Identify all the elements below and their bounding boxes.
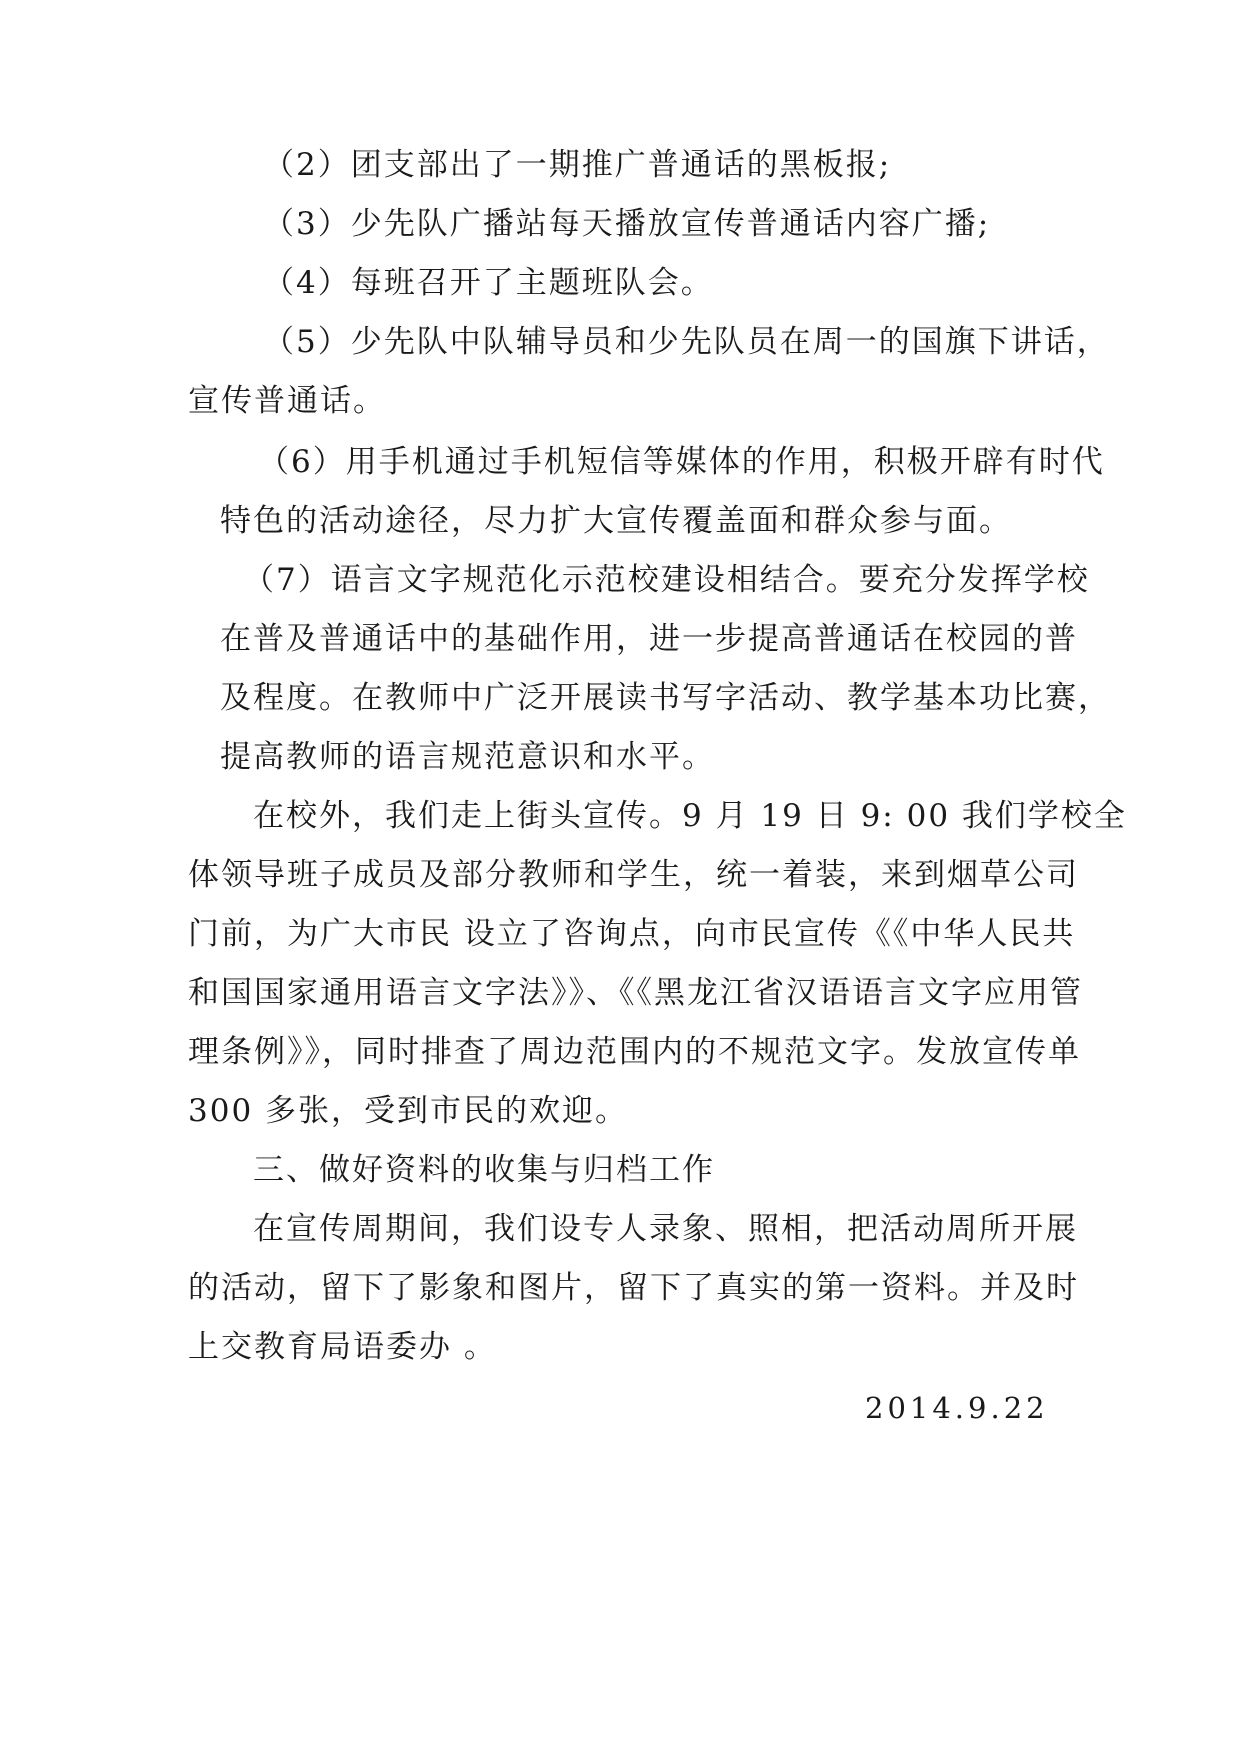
outside-paragraph-line-4: 和国国家通用语言文字法》》、《《黑龙江省汉语语言文字应用管 — [188, 975, 1083, 1011]
list-item-5: （5）少先队中队辅导员和少先队员在周一的国旗下讲话， — [263, 324, 1110, 360]
list-item-7-cont-2: 及程度。在教师中广泛开展读书写字活动、教学基本功比赛， — [220, 680, 1111, 716]
list-item-7-cont-3: 提高教师的语言规范意识和水平。 — [220, 739, 715, 775]
list-item-6: （6）用手机通过手机短信等媒体的作用，积极开辟有时代 — [258, 444, 1105, 480]
list-item-3: （3）少先队广播站每天播放宣传普通话内容广播; — [263, 206, 991, 242]
section-heading: 三、做好资料的收集与归档工作 — [253, 1152, 715, 1188]
document-date: 2014.9.22 — [865, 1391, 1049, 1425]
outside-paragraph-line-1: 在校外，我们走上街头宣传。9 月 19 日 9: 00 我们学校全 — [253, 798, 1127, 834]
list-item-2: （2）团支部出了一期推广普通话的黑板报; — [263, 147, 892, 183]
list-item-7: （7）语言文字规范化示范校建设相结合。要充分发挥学校 — [243, 562, 1090, 598]
list-item-5-cont: 宣传普通话。 — [188, 383, 386, 419]
outside-paragraph-line-3: 门前，为广大市民 设立了咨询点，向市民宣传《《中华人民共 — [188, 916, 1076, 952]
list-item-4: （4）每班召开了主题班队会。 — [263, 265, 714, 301]
archive-paragraph-line-3: 上交教育局语委办 。 — [188, 1329, 497, 1365]
outside-paragraph-line-2: 体领导班子成员及部分教师和学生，统一着装，来到烟草公司 — [188, 857, 1079, 893]
outside-paragraph-line-6: 300 多张，受到市民的欢迎。 — [188, 1093, 629, 1129]
outside-paragraph-line-5: 理条例》》，同时排查了周边范围内的不规范文字。发放宣传单 — [188, 1034, 1081, 1070]
list-item-7-cont-1: 在普及普通话中的基础作用，进一步提高普通话在校园的普 — [220, 621, 1078, 657]
list-item-6-cont: 特色的活动途径，尽力扩大宣传覆盖面和群众参与面。 — [220, 503, 1012, 539]
archive-paragraph-line-1: 在宣传周期间，我们设专人录象、照相，把活动周所开展 — [253, 1211, 1078, 1247]
archive-paragraph-line-2: 的活动，留下了影象和图片，留下了真实的第一资料。并及时 — [188, 1270, 1079, 1306]
